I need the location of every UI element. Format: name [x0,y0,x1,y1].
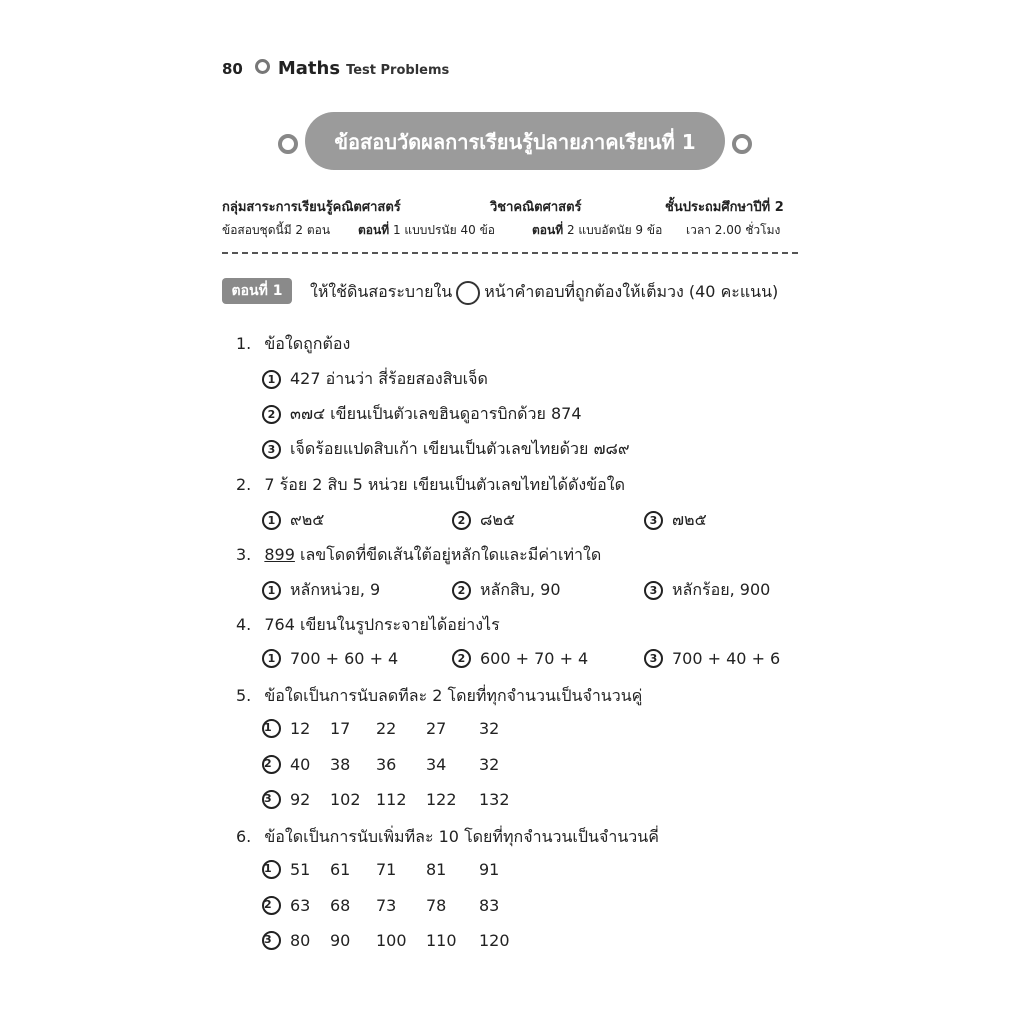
sequence-number: 112 [376,790,407,809]
title-banner [278,112,756,172]
question-text: ข้อใดเป็นการนับเพิ่มทีละ 10 โดยที่ทุกจำนวนเป็นจำนวนคี่ [264,827,659,846]
sequence-number: 17 [330,719,351,738]
sequence-number: 81 [426,860,447,879]
q2-option-1[interactable] [262,508,324,533]
page-title: ข้อสอบวัดผลการเรียนรู้ปลายภาคเรียนที่ 1 [334,130,696,154]
subtitle-label: Test Problems [346,63,450,78]
q1-option-1[interactable] [262,367,488,392]
circle-bullet-icon [278,134,298,154]
sequence-number: 90 [330,931,351,950]
sequence-number: 36 [376,755,397,774]
option-marker-icon: 3 [644,649,663,668]
sequence-number: 120 [479,931,510,950]
info-grade: ชั้นประถมศึกษาปีที่ 2 [665,200,784,215]
sequence-number: 80 [290,931,311,950]
option-text: เจ็ดร้อยแปดสิบเก้า เขียนเป็นตัวเลขไทยด้วย ๗๘๙ [290,439,630,458]
sequence-number: 27 [426,719,447,738]
instruction-before: ให้ใช้ดินสอระบายใน [310,282,453,301]
q2-option-3[interactable] [644,508,707,533]
section-tag: ตอนที่ 1 [222,278,292,304]
circle-bullet-icon [255,59,270,74]
q5-option-3[interactable] [262,790,510,809]
sequence-number: 83 [479,896,500,915]
section-instruction [310,280,778,305]
option-text: 700 + 40 + 6 [672,649,781,668]
question-number-value: 899 [264,545,295,564]
q3-option-2[interactable] [452,578,561,603]
option-text: 427 อ่านว่า สี่ร้อยสองสิบเจ็ด [290,369,488,388]
info-group: กลุ่มสาระการเรียนรู้คณิตศาสตร์ [222,200,401,215]
question-number: 5. [236,686,252,705]
q3-option-1[interactable] [262,578,380,603]
question-number: 2. [236,475,252,494]
option-text: ๗๒๕ [672,510,707,529]
running-header [222,58,449,79]
question-number: 1. [236,334,252,353]
sequence-number: 22 [376,719,397,738]
sequence-number: 71 [376,860,397,879]
option-text: หลักหน่วย, 9 [290,580,381,599]
option-marker-icon: 2 [262,896,281,915]
part1-desc: 1 แบบปรนัย 40 ข้อ [392,223,495,237]
question-1 [236,332,350,357]
info-part2 [532,221,662,240]
sequence-number: 92 [290,790,311,809]
option-marker-icon: 1 [262,581,281,600]
question-text: ข้อใดถูกต้อง [264,334,351,353]
option-marker-icon: 1 [262,511,281,530]
option-text: ๙๒๕ [290,510,325,529]
question-text: เลขโดดที่ขีดเส้นใต้อยู่หลักใดและมีค่าเท่าใด [300,545,602,564]
q6-option-3[interactable] [262,931,510,950]
q2-option-2[interactable] [452,508,515,533]
sequence-number: 132 [479,790,510,809]
sequence-number: 34 [426,755,447,774]
part2-label: ตอนที่ [532,223,564,237]
sequence-number: 51 [290,860,311,879]
question-5 [236,684,642,709]
info-time: เวลา 2.00 ชั่วโมง [686,223,781,237]
circle-bullet-icon [732,134,752,154]
sequence-number: 32 [479,755,500,774]
option-marker-icon: 2 [262,405,281,424]
q4-option-1[interactable] [262,649,398,668]
option-marker-icon: 1 [262,649,281,668]
option-text: หลักร้อย, 900 [672,580,771,599]
q5-option-2[interactable] [262,755,499,774]
page-number: 80 [222,60,243,78]
question-4 [236,613,500,638]
option-marker-icon: 3 [644,511,663,530]
sequence-number: 63 [290,896,311,915]
q6-option-2[interactable] [262,896,499,915]
instruction-after: หน้าคำตอบที่ถูกต้องให้เต็มวง (40 คะแนน) [484,282,779,301]
sequence-number: 73 [376,896,397,915]
question-6 [236,825,659,850]
option-text: ๘๒๕ [480,510,515,529]
title-pill [305,112,725,170]
option-marker-icon: 3 [262,440,281,459]
info-part1 [358,221,495,240]
option-text: 700 + 60 + 4 [290,649,399,668]
option-text: หลักสิบ, 90 [480,580,561,599]
option-text: 600 + 70 + 4 [480,649,589,668]
sequence-number: 110 [426,931,457,950]
option-marker-icon: 1 [262,370,281,389]
q4-option-2[interactable] [452,649,588,668]
option-marker-icon: 2 [452,511,471,530]
q6-option-1[interactable] [262,860,499,879]
q4-option-3[interactable] [644,649,780,668]
q5-option-1[interactable] [262,719,499,738]
question-number: 3. [236,545,252,564]
sequence-number: 40 [290,755,311,774]
sequence-number: 68 [330,896,351,915]
option-marker-icon: 3 [262,931,281,950]
sequence-number: 12 [290,719,311,738]
question-text: 764 เขียนในรูปกระจายได้อย่างไร [264,615,500,634]
q1-option-3[interactable] [262,437,630,462]
question-2 [236,473,625,498]
question-number: 6. [236,827,252,846]
question-3 [236,543,601,568]
option-marker-icon: 3 [262,790,281,809]
option-marker-icon: 3 [644,581,663,600]
info-parts-intro: ข้อสอบชุดนี้มี 2 ตอน [222,223,331,237]
answer-circle-icon [456,281,480,305]
question-text: ข้อใดเป็นการนับลดทีละ 2 โดยที่ทุกจำนวนเป็นจำนวนคู่ [264,686,643,705]
info-course: วิชาคณิตศาสตร์ [490,200,582,215]
sequence-number: 100 [376,931,407,950]
sequence-number: 38 [330,755,351,774]
sequence-number: 32 [479,719,500,738]
sequence-number: 78 [426,896,447,915]
question-number: 4. [236,615,252,634]
option-marker-icon: 2 [452,649,471,668]
question-text: 7 ร้อย 2 สิบ 5 หน่วย เขียนเป็นตัวเลขไทยได้ดังข้อใด [264,475,625,494]
sequence-number: 102 [330,790,361,809]
option-text: ๓๗๔ เขียนเป็นตัวเลขฮินดูอารบิกด้วย 874 [290,404,582,423]
q1-option-2[interactable] [262,402,582,427]
sequence-number: 61 [330,860,351,879]
option-marker-icon: 1 [262,719,281,738]
q3-option-3[interactable] [644,578,770,603]
part2-desc: 2 แบบอัตนัย 9 ข้อ [566,223,663,237]
option-marker-icon: 2 [452,581,471,600]
subject-label: Maths [277,58,341,79]
part1-label: ตอนที่ [358,223,390,237]
dashed-divider [222,252,798,254]
option-marker-icon: 2 [262,755,281,774]
sequence-number: 91 [479,860,500,879]
sequence-number: 122 [426,790,457,809]
option-marker-icon: 1 [262,860,281,879]
